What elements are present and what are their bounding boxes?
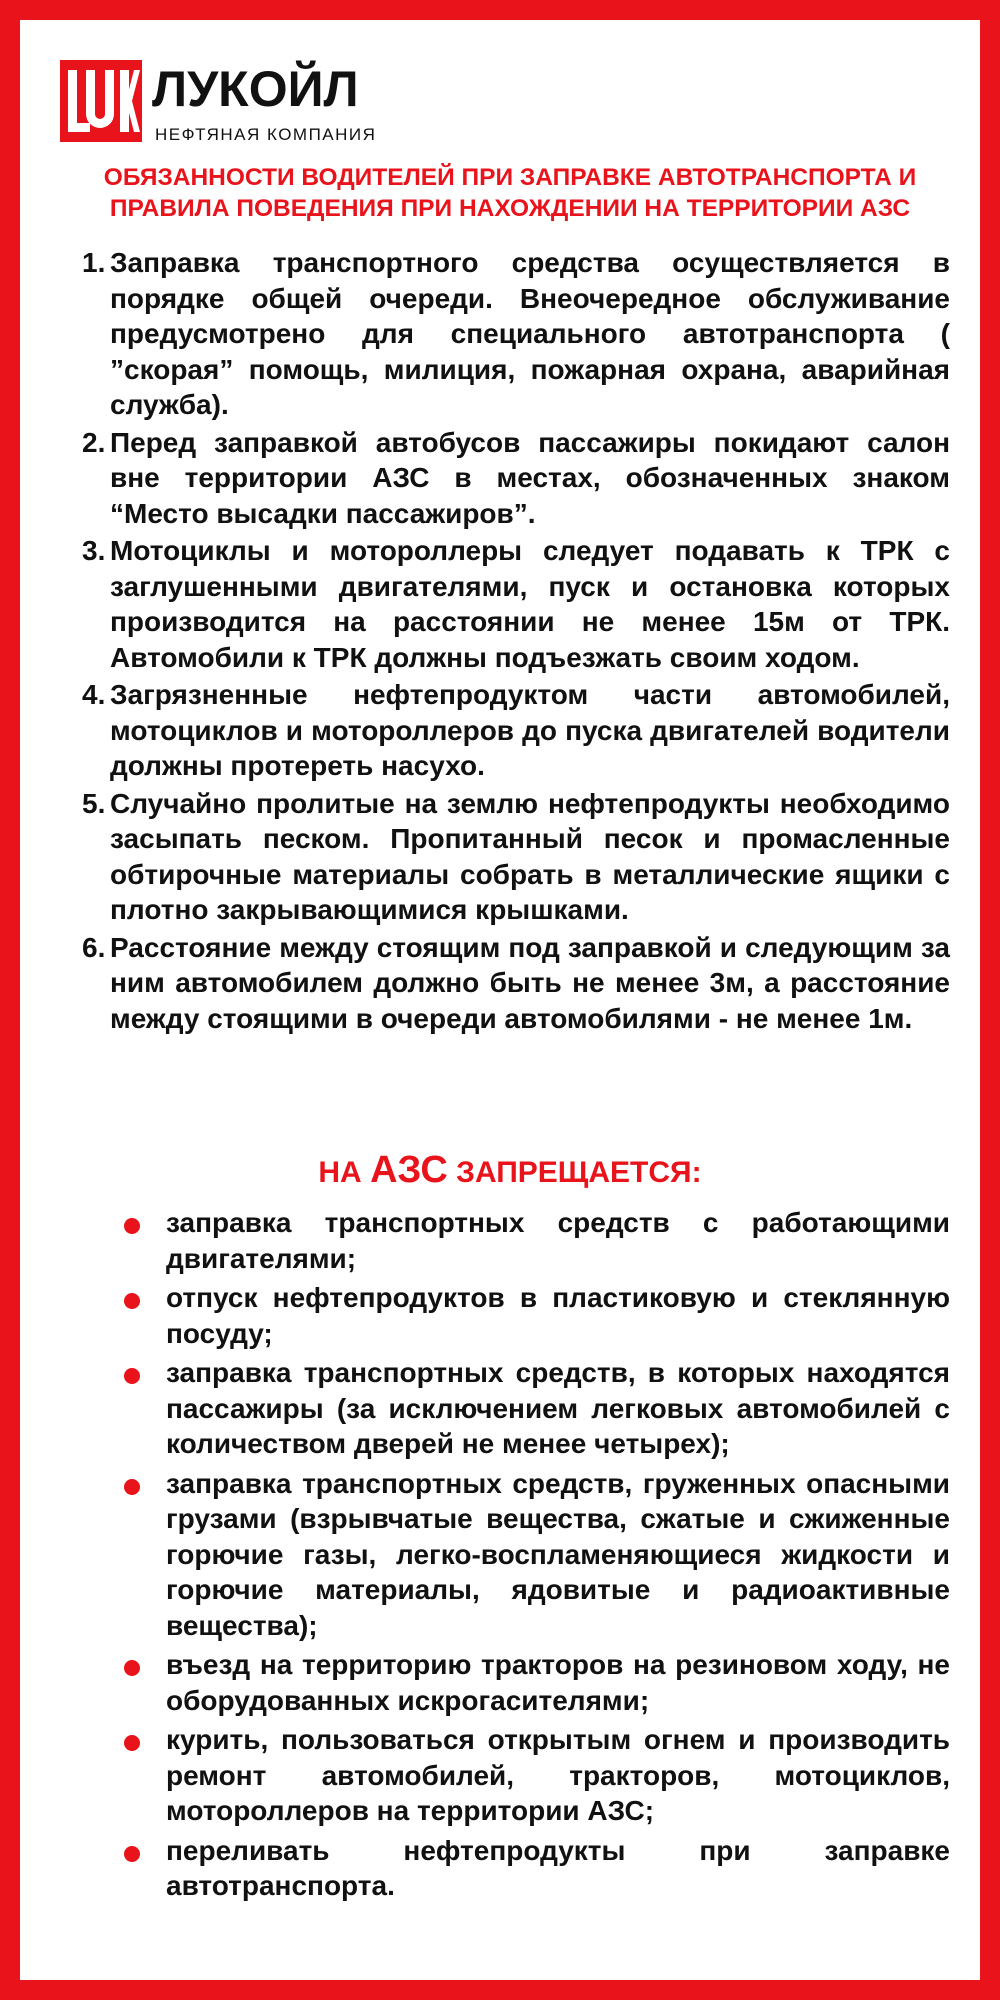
forbidden-item [118,1466,950,1644]
rule-number: 6. [82,931,106,963]
forbidden-heading [60,1150,960,1193]
red-bullet-icon [118,1466,166,1644]
forbidden-item [118,1833,950,1904]
forbidden-item-text: отпуск нефтепродуктов в пластиковую и стеклянную посуду; [166,1282,950,1349]
forbidden-item [118,1722,950,1829]
brand-subtitle: НЕФТЯНАЯ КОМПАНИЯ [155,125,377,144]
forbidden-item-text: курить, пользоваться открытым огнем и производить ремонт автомобилей, тракторов, мотоциклов, мотороллеров на территории АЗС; [166,1724,950,1826]
driver-rules-list [82,245,950,1038]
rule-item [82,245,950,423]
forbidden-item [118,1280,950,1351]
forbidden-item-text: переливать нефтепродукты при заправке автотранспорта. [166,1834,950,1901]
red-bullet-icon [118,1833,166,1904]
rule-number: 2. [82,426,106,458]
rule-item [82,930,950,1037]
forbidden-heading-suffix: ЗАПРЕЩАЕТСЯ: [447,1156,702,1189]
lukoil-logo [60,60,142,142]
rule-item [82,533,950,675]
rule-text: Перед заправкой автобусов пассажиры покидают салон вне территории АЗС в местах, обозначенных знаком “Место высадки пассажиров”. [110,426,950,529]
sign-heading [60,162,960,224]
forbidden-item-text: заправка транспортных средств, груженных опасными грузами (взрывчатые вещества, сжатые и сжиженные горючие газы, легко-воспламеняющиеся жидкости и горючие материалы, ядовитые и радиоактивные вещества); [166,1467,950,1641]
forbidden-item [118,1355,950,1462]
forbidden-item-text: заправка транспортных средств с работающими двигателями; [166,1207,950,1274]
red-bullet-icon [118,1722,166,1829]
forbidden-item-text: заправка транспортных средств, в которых находятся пассажиры (за исключением легковых автомобилей с количеством дверей не менее четырех); [166,1357,950,1459]
lukoil-logo-mark [60,60,142,142]
red-bullet-icon [118,1647,166,1718]
brand-name: ЛУКОЙЛ [152,61,359,117]
forbidden-heading-azs: АЗС [370,1149,448,1191]
rule-number: 3. [82,535,106,566]
rule-item [82,786,950,928]
forbidden-item [118,1647,950,1718]
rule-text: Случайно пролитые на землю нефтепродукты необходимо засыпать песком. Пропитанный песок и промасленные обтирочные материалы собрать в металлические ящики с плотно закрывающимися крышками. [110,787,950,925]
rule-number: 4. [82,679,106,710]
forbidden-item-text: въезд на территорию тракторов на резиновом ходу, не оборудованных искрогасителями; [166,1649,950,1716]
forbidden-item [118,1205,950,1276]
forbidden-heading-prefix: НА [318,1156,371,1189]
rule-item [82,425,950,532]
red-bullet-icon [118,1280,166,1351]
rule-text: Загрязненные нефтепродуктом части автомобилей, мотоциклов и мотороллеров до пуска двигателей водители должны протереть насухо. [110,679,950,781]
forbidden-list [118,1205,950,1908]
rule-number: 1. [82,247,106,278]
heading-line-2: ПРАВИЛА ПОВЕДЕНИЯ ПРИ НАХОЖДЕНИИ НА ТЕРРИТОРИИ АЗС [109,195,911,222]
rule-text: Расстояние между стоящим под заправкой и следующим за ним автомобилем должно быть не менее 3м, а расстояние между стоящими в очереди автомобилями - не менее 1м. [110,931,950,1034]
rule-text: Заправка транспортного средства осуществляется в порядке общей очереди. Внеочередное обслуживание предусмотрено для специального автотранспорта ( ”скорая” помощь, милиция, пожарная охрана, аварийная служба). [110,247,950,420]
rule-text: Мотоциклы и мотороллеры следует подавать к ТРК с заглушенными двигателями, пуск и остановка которых производится на расстоянии не менее 15м от ТРК. Автомобили к ТРК должны подъезжать своим ходом. [110,535,950,673]
red-bullet-icon [118,1205,166,1276]
heading-line-1: ОБЯЗАННОСТИ ВОДИТЕЛЕЙ ПРИ ЗАПРАВКЕ АВТОТРАНСПОРТА И [103,164,917,191]
red-bullet-icon [118,1355,166,1462]
rule-item [82,677,950,784]
rule-number: 5. [82,787,106,819]
